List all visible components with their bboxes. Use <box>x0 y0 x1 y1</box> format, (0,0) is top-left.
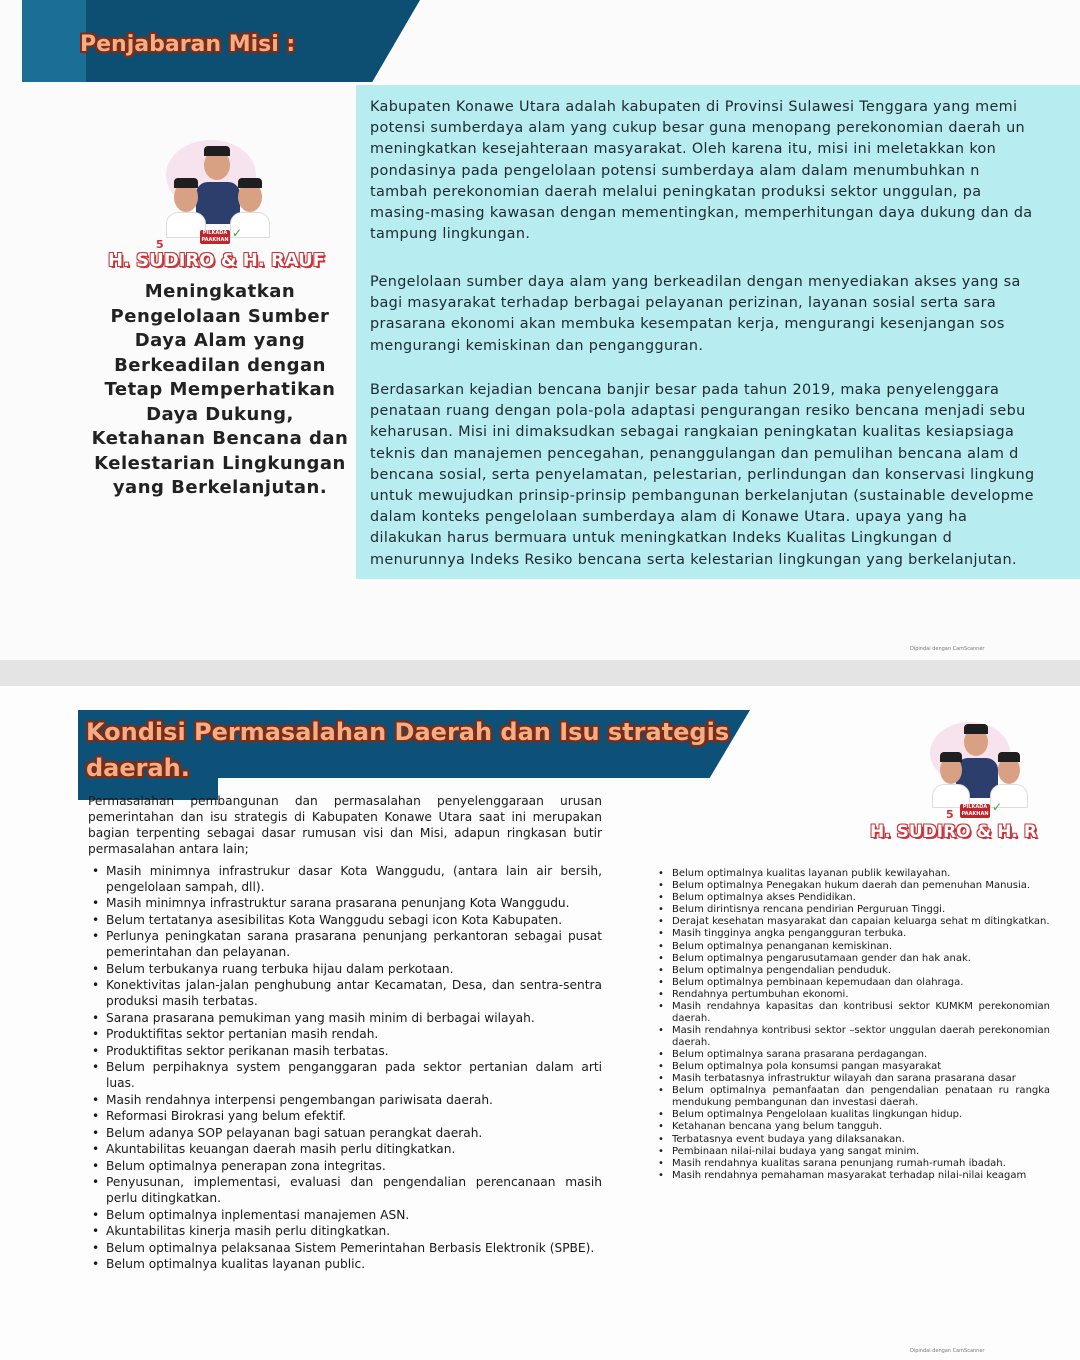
text-line: untuk mewujudkan prinsip-prinsip pembangunan berkelanjutan (sustainable developme <box>370 488 1034 505</box>
list-item: • Masih rendahnya kapasitas dan kontribusi sektor KUMKM perekonomian daerah. <box>654 1001 1050 1025</box>
scanner-watermark: Dipindai dengan CamScanner <box>910 1348 985 1354</box>
list-item: • Belum dirintisnya rencana pendirian Perguruan Tinggi. <box>654 904 1050 916</box>
list-item: • Belum optimalnya inplementasi manajemen ASN. <box>88 1208 602 1224</box>
list-item: • Masih rendahnya pemahaman masyarakat terhadap nilai-nilai keagam <box>654 1170 1050 1182</box>
list-item: • Produktifitas sektor pertanian masih rendah. <box>88 1027 602 1043</box>
mission-line: Meningkatkan <box>144 281 296 302</box>
text-line: pondasinya pada pengelolaan potensi sumberdaya alam dalam menumbuhkan n <box>370 162 980 179</box>
list-item: • Belum optimalnya pelaksanaa Sistem Pemerintahan Berbasis Elektronik (SPBE). <box>88 1241 602 1257</box>
document-page-1 <box>0 0 1080 660</box>
text-line: Pengelolaan sumber daya alam yang berkeadilan dengan menyediakan akses yang sa <box>370 274 1021 290</box>
text-line: teknis dan manajemen pencegahan, penanggulangan dan pemulihan bencana alam d <box>370 445 1019 462</box>
list-item: • Konektivitas jalan-jalan penghubung antar Kecamatan, Desa, dan sentra-sentra produksi masih terbatas. <box>88 978 602 1010</box>
mission-line: Berkeadilan dengan <box>114 354 326 376</box>
mission-line: Tetap Memperhatikan <box>104 379 336 400</box>
candidate-names: H. SUDIRO & H. R <box>870 822 1037 842</box>
mission-line: Daya Alam yang <box>134 330 306 351</box>
list-item: • Penyusunan, implementasi, evaluasi dan pengendalian perencanaan masih perlu ditingkatkan. <box>88 1175 602 1207</box>
list-item: • Reformasi Birokrasi yang belum efektif. <box>88 1109 602 1125</box>
list-item: • Masih rendahnya kualitas sarana penunjang rumah-rumah ibadah. <box>654 1158 1050 1170</box>
paragraph-2 <box>370 272 1080 357</box>
text-line: Kabupaten Konawe Utara adalah kabupaten di Provinsi Sulawesi Tenggara yang memi <box>370 99 1018 115</box>
list-item: • Akuntabilitas kinerja masih perlu ditingkatkan. <box>88 1224 602 1240</box>
list-item: • Belum adanya SOP pelayanan bagi satuan perangkat daerah. <box>88 1126 602 1142</box>
list-item: • Belum optimalnya kualitas layanan publik kewilayahan. <box>654 868 1050 880</box>
heading-banner <box>22 0 420 82</box>
mission-line: yang Berkelanjutan. <box>112 477 328 498</box>
list-item: • Belum optimalnya akses Pendidikan. <box>654 892 1050 904</box>
candidate-names: H. SUDIRO & H. RAUF <box>108 250 326 271</box>
text-line: potensi sumberdaya alam yang cukup besar guna menopang perekonomian daerah un <box>370 120 1026 137</box>
text-line: Berdasarkan kejadian bencana banjir besar pada tahun 2019, maka penyelenggara <box>370 382 1000 398</box>
text-line: penataan ruang dengan pola-pola adaptasi pengurangan resiko bencana menjadi sebu <box>370 403 1026 420</box>
text-line: masing-masing kawasan dengan mementingkan, memperhitungan daya dukung dan da <box>370 205 1033 222</box>
list-item: • Belum optimalnya pengarusutamaan gender dan hak anak. <box>654 953 1050 965</box>
candidate-number: 5 <box>946 808 954 821</box>
list-item: • Belum optimalnya pembinaan kepemudaan dan olahraga. <box>654 977 1050 989</box>
scanner-watermark: Dipindai dengan CamScanner <box>910 646 985 652</box>
text-line: dilakukan harus bermuara untuk meningkatkan Indeks Kualitas Lingkungan d <box>370 530 953 547</box>
text-line: prasarana ekonomi akan membuka kesempatan kerja, mengurangi kesenjangan sos <box>370 316 1005 333</box>
list-item: • Belum optimalnya pola konsumsi pangan masyarakat <box>654 1061 1050 1073</box>
mission-statement <box>80 280 360 501</box>
candidate-number: 5 <box>156 238 164 251</box>
text-line: meningkatkan kesejahteraan masyarakat. Oleh karena itu, misi ini meletakkan kon <box>370 141 997 158</box>
text-line: menurunnya Indeks Resiko bencana serta kelestarian lingkungan yang berkelanjutan. <box>370 551 1017 568</box>
heading-banner <box>78 710 750 800</box>
section-heading-line-2: daerah. <box>86 754 190 782</box>
election-badge: PILKADA PAAKHAN <box>201 230 229 243</box>
paragraph-1 <box>370 97 1080 245</box>
text-line: bagi masyarakat terhadap berbagai pelayanan perizinan, layanan sosial serta sara <box>370 295 997 312</box>
text-line: keharusan. Misi ini dimaksudkan sebagai rangkaian peningkatan kualitas kesiapsiaga <box>370 424 1015 441</box>
list-item: • Ketahanan bencana yang belum tangguh. <box>654 1121 1050 1133</box>
list-item: • Belum perpihaknya system penganggaran pada sektor pertanian dalam arti luas. <box>88 1060 602 1092</box>
text-line: dalam konteks pengelolaan sumberdaya alam di Konawe Utara. upaya yang ha <box>370 509 968 526</box>
list-item: • Belum terbukanya ruang terbuka hijau dalam perkotaan. <box>88 962 602 978</box>
list-item: • Belum optimalnya sarana prasarana perdagangan. <box>654 1049 1050 1061</box>
section-heading-line-1: Kondisi Permasalahan Daerah dan Isu strategis <box>86 718 730 746</box>
list-item: • Sarana prasarana pemukiman yang masih minim di berbagai wilayah. <box>88 1011 602 1027</box>
check-icon: ✓ <box>992 800 1003 814</box>
text-line: mengurangi kemiskinan dan pengangguran. <box>370 337 704 354</box>
list-item: • Masih terbatasnya infrastruktur wilayah dan sarana prasarana dasar <box>654 1073 1050 1085</box>
election-badge: PILKADA PAAKHAN <box>961 804 989 817</box>
document-page-2 <box>0 686 1080 1360</box>
list-item: • Masih rendahnya kontribusi sektor –sektor unggulan daerah perekonomian daerah. <box>654 1025 1050 1049</box>
text-line: tambah perekonomian daerah melalui peningkatan produksi sektor unggulan, pa <box>370 183 982 200</box>
list-item: • Rendahnya pertumbuhan ekonomi. <box>654 989 1050 1001</box>
list-item: • Belum optimalnya penanganan kemiskinan. <box>654 941 1050 953</box>
list-item: • Masih minimnya infrastrukur dasar Kota Wanggudu, (antara lain air bersih, pengelolaan sampah, dll). <box>88 864 602 896</box>
paragraph-3 <box>370 380 1080 571</box>
intro-paragraph: Permasalahan pembangunan dan permasalahan penyelenggaraan urusan pemerintahan dan isu strategis di Kabupaten Konawe Utara saat ini merupakan bagian terpenting sebagai dasar rumusan visi dan Misi, adapun ringkasan butir permasalahan antara lain; <box>88 794 602 856</box>
list-item: • Perlunya peningkatan sarana prasarana penunjang perkantoran sebagai pusat pemerintahan dan pelayanan. <box>88 929 602 961</box>
mission-line: Ketahanan Bencana dan <box>91 428 349 449</box>
list-item: • Produktifitas sektor perikanan masih terbatas. <box>88 1044 602 1060</box>
list-item: • Belum optimalnya pemanfaatan dan pengendalian penataan ru rangka mendukung pembangunan dan investasi daerah. <box>654 1085 1050 1109</box>
list-item: • Pembinaan nilai-nilai budaya yang sangat minim. <box>654 1146 1050 1158</box>
list-item: • Belum tertatanya asesibilitas Kota Wanggudu sebagi icon Kota Kabupaten. <box>88 913 602 929</box>
list-item: • Belum optimalnya Pengelolaan kualitas lingkungan hidup. <box>654 1109 1050 1121</box>
list-item: • Belum optimalnya pengendalian penduduk. <box>654 965 1050 977</box>
list-item: • Masih tingginya angka pengangguran terbuka. <box>654 928 1050 940</box>
list-item: • Belum optimalnya Penegakan hukum daerah dan pemenuhan Manusia. <box>654 880 1050 892</box>
list-item: • Derajat kesehatan masyarakat dan capaian keluarga sehat m ditingkatkan. <box>654 916 1050 928</box>
text-line: bencana sosial, serta penyelamatan, pelestarian, perlindungan dan konservasi lingkung <box>370 466 1035 483</box>
list-item: • Terbatasnya event budaya yang dilaksanakan. <box>654 1134 1050 1146</box>
mission-line: Daya Dukung, <box>146 403 294 425</box>
page-separator <box>0 660 1080 686</box>
issues-list-left <box>88 864 602 1274</box>
check-icon: ✓ <box>232 226 243 240</box>
section-heading: Penjabaran Misi : <box>80 32 296 57</box>
text-line: tampung lingkungan. <box>370 226 531 243</box>
list-item: • Belum optimalnya penerapan zona integritas. <box>88 1159 602 1175</box>
candidate-logo <box>860 716 1080 846</box>
mission-line: Pengelolaan Sumber <box>110 305 330 327</box>
candidate-logo <box>96 140 346 280</box>
mission-line: Kelestarian Lingkungan <box>94 452 346 474</box>
list-item: • Masih minimnya infrastruktur sarana prasarana penunjang Kota Wanggudu. <box>88 896 602 912</box>
list-item: • Masih rendahnya interpensi pengembangan pariwisata daerah. <box>88 1093 602 1109</box>
list-item: • Belum optimalnya kualitas layanan public. <box>88 1257 602 1273</box>
issues-list-right <box>654 868 1050 1182</box>
list-item: • Akuntabilitas keuangan daerah masih perlu ditingkatkan. <box>88 1142 602 1158</box>
